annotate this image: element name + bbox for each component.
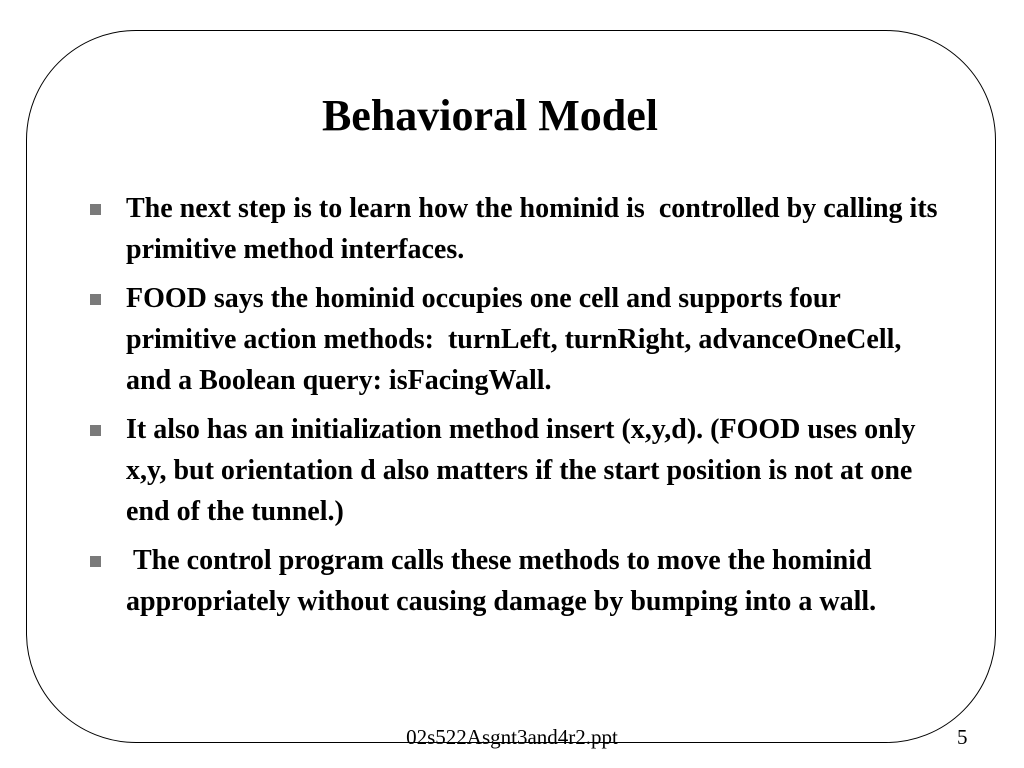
bullet-text: The control program calls these methods to move the hominid appropriately without causing damage by bumping into a wall. xyxy=(126,545,879,617)
bullet-item xyxy=(84,278,944,401)
slide-title: Behavioral Model xyxy=(321,91,659,140)
bullet-item xyxy=(84,188,944,270)
bullet-text: It also has an initialization method insert (x,y,d). (FOOD uses only x,y, but orientation d also matters if the start position is not at one end of the tunnel.) xyxy=(126,414,923,527)
square-bullet-icon xyxy=(90,425,101,436)
bullet-item xyxy=(84,409,944,532)
bullet-list xyxy=(84,188,944,630)
square-bullet-icon xyxy=(90,204,101,215)
bullet-item xyxy=(84,540,944,622)
square-bullet-icon xyxy=(90,556,101,567)
bullet-text: FOOD says the hominid occupies one cell and supports four primitive action methods: turnLeft, turnRight, advanceOneCell, and a Boolean query: isFacingWall. xyxy=(126,283,909,396)
bullet-text: The next step is to learn how the hominid is controlled by calling its primitive method interfaces. xyxy=(126,193,945,265)
footer-filename: 02s522Asgnt3and4r2.ppt xyxy=(406,725,618,749)
square-bullet-icon xyxy=(90,294,101,305)
page-number: 5 xyxy=(957,725,968,749)
